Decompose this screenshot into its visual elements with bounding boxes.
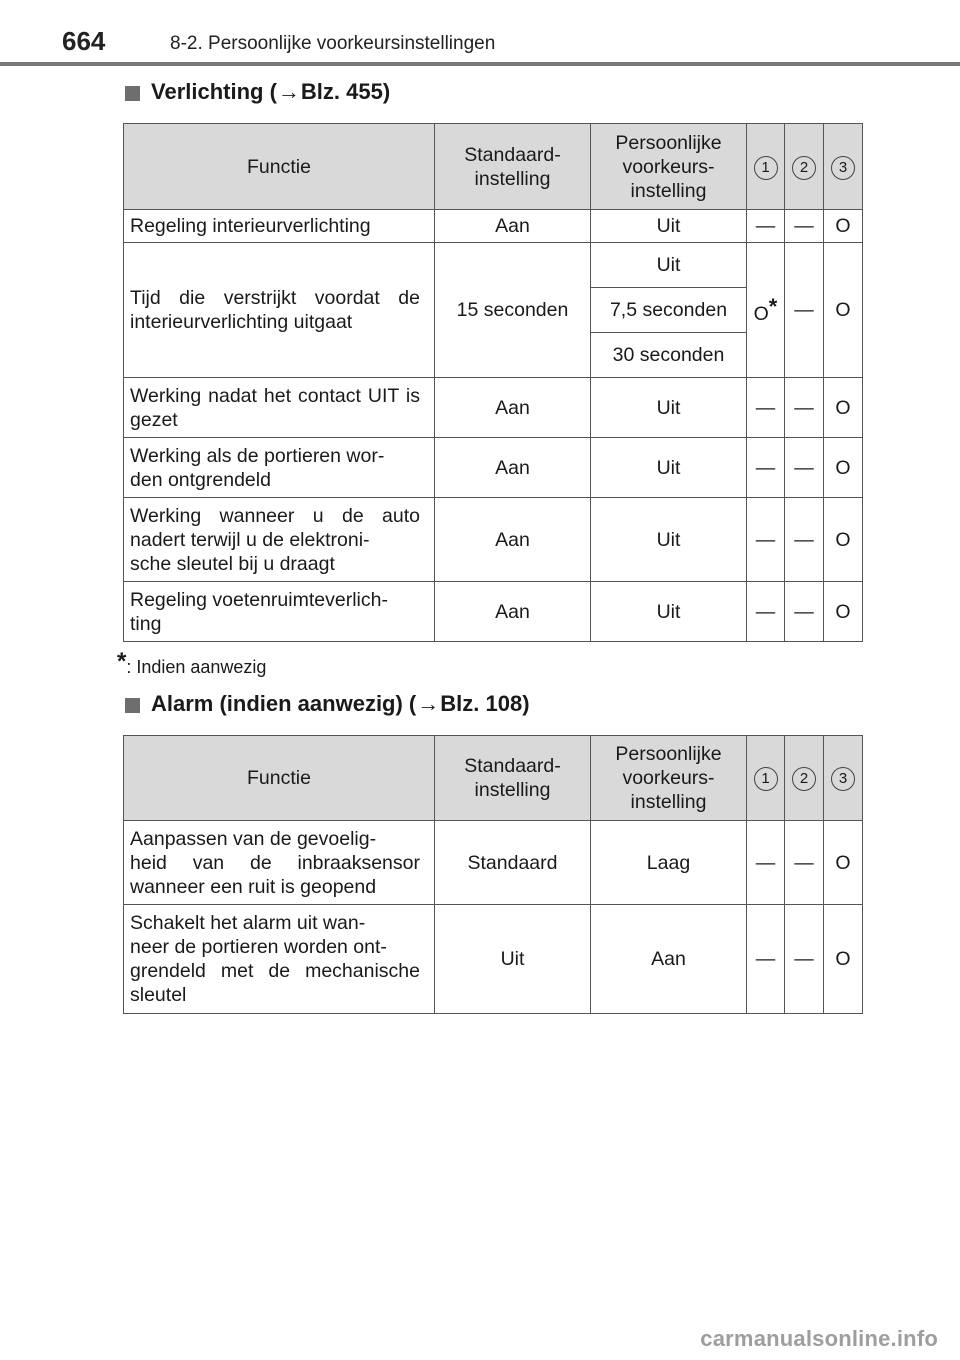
default-cell: Aan	[435, 378, 591, 438]
watermark: carmanualsonline.info	[700, 1326, 938, 1351]
personal-cell: Uit	[591, 378, 747, 438]
table-row	[124, 243, 863, 288]
table-row	[124, 498, 863, 582]
personal-cell: Aan	[591, 905, 747, 1014]
lighting-table	[123, 123, 863, 642]
page-header	[0, 0, 960, 64]
col-header-method-1	[747, 736, 785, 821]
col-header-method-3	[824, 124, 863, 210]
alarm-title-ref: Blz. 108)	[440, 691, 530, 716]
footnote	[117, 648, 266, 678]
table-row	[124, 905, 863, 1014]
method-2-cell: —	[785, 905, 824, 1014]
section-title-lighting	[125, 79, 390, 105]
method-1-cell: —	[747, 438, 785, 498]
default-cell: Standaard	[435, 821, 591, 905]
default-cell: Aan	[435, 582, 591, 642]
personal-option-cell: 7,5 seconden	[591, 288, 747, 333]
arrow-right-icon: →	[417, 691, 440, 716]
function-cell: Werking nadat het contact UIT is gezet	[124, 378, 435, 438]
function-cell: Werking wanneer u de auto nadert terwijl u de elektroni- sche sleutel bij u draagt	[124, 498, 435, 582]
circled-number-3-icon: 3	[831, 767, 855, 791]
table-row	[124, 210, 863, 243]
method-1-cell: —	[747, 210, 785, 243]
function-cell: Werking als de portieren wor- den ontgrendeld	[124, 438, 435, 498]
default-cell: Aan	[435, 438, 591, 498]
method-3-cell: O	[824, 498, 863, 582]
method-2-cell: —	[785, 378, 824, 438]
footnote-text: : Indien aanwezig	[126, 657, 267, 677]
header-rule	[0, 62, 960, 66]
col-header-default: Standaard- instelling	[435, 124, 591, 210]
method-2-cell: —	[785, 821, 824, 905]
default-cell: 15 seconden	[435, 243, 591, 378]
method-3-cell: O	[824, 378, 863, 438]
bullet-square-icon	[125, 86, 140, 101]
function-cell: Regeling voetenruimteverlich- ting	[124, 582, 435, 642]
circled-number-2-icon: 2	[792, 767, 816, 791]
method-1-cell: —	[747, 498, 785, 582]
col-header-personal: Persoonlijke voorkeurs- instelling	[591, 736, 747, 821]
page-number: 664	[62, 26, 106, 56]
col-header-method-2	[785, 124, 824, 210]
lighting-title-ref: Blz. 455)	[300, 79, 391, 104]
personal-cell: Uit	[591, 498, 747, 582]
method-1-value: O	[753, 302, 769, 325]
default-cell: Aan	[435, 210, 591, 243]
personal-cell: Laag	[591, 821, 747, 905]
table-row	[124, 821, 863, 905]
footnote-star-mark: *	[768, 293, 778, 319]
circled-number-3-icon: 3	[831, 156, 855, 180]
col-header-function: Functie	[124, 124, 435, 210]
method-3-cell: O	[824, 821, 863, 905]
method-2-cell: —	[785, 438, 824, 498]
method-1-cell	[747, 243, 785, 378]
col-header-method-2	[785, 736, 824, 821]
method-3-cell: O	[824, 905, 863, 1014]
personal-cell: Uit	[591, 438, 747, 498]
default-cell: Uit	[435, 905, 591, 1014]
table-header-row	[124, 736, 863, 821]
method-1-cell: —	[747, 905, 785, 1014]
function-cell: Schakelt het alarm uit wan- neer de portieren worden ont- grendeld met de mechanische sleutel	[124, 905, 435, 1014]
lighting-title-prefix: Verlichting (	[151, 79, 277, 104]
table-row	[124, 582, 863, 642]
footnote-star: *	[117, 648, 127, 675]
method-3-cell: O	[824, 438, 863, 498]
running-head: 8-2. Persoonlijke voorkeursinstellingen	[170, 33, 496, 54]
col-header-default: Standaard- instelling	[435, 736, 591, 821]
default-cell: Aan	[435, 498, 591, 582]
method-2-cell: —	[785, 243, 824, 378]
col-header-personal: Persoonlijke voorkeurs- instelling	[591, 124, 747, 210]
table-header-row	[124, 124, 863, 210]
col-header-method-1	[747, 124, 785, 210]
function-cell: Tijd die verstrijkt voordat de interieurverlichting uitgaat	[124, 243, 435, 378]
col-header-function: Functie	[124, 736, 435, 821]
method-2-cell: —	[785, 498, 824, 582]
method-3-cell: O	[824, 582, 863, 642]
method-1-cell: —	[747, 378, 785, 438]
personal-option-cell: 30 seconden	[591, 333, 747, 378]
alarm-table	[123, 735, 863, 1014]
method-3-cell: O	[824, 243, 863, 378]
method-3-cell: O	[824, 210, 863, 243]
personal-cell: Uit	[591, 582, 747, 642]
col-header-method-3	[824, 736, 863, 821]
bullet-square-icon	[125, 698, 140, 713]
personal-option-cell: Uit	[591, 243, 747, 288]
function-cell: Regeling interieurverlichting	[124, 210, 435, 243]
table-row	[124, 438, 863, 498]
function-cell: Aanpassen van de gevoelig- heid van de inbraaksensor wanneer een ruit is geopend	[124, 821, 435, 905]
personal-cell: Uit	[591, 210, 747, 243]
circled-number-1-icon: 1	[754, 156, 778, 180]
circled-number-2-icon: 2	[792, 156, 816, 180]
method-2-cell: —	[785, 210, 824, 243]
method-1-cell: —	[747, 582, 785, 642]
section-title-alarm	[125, 691, 530, 717]
method-1-cell: —	[747, 821, 785, 905]
table-row	[124, 378, 863, 438]
arrow-right-icon: →	[277, 79, 300, 104]
alarm-title-prefix: Alarm (indien aanwezig) (	[151, 691, 417, 716]
method-2-cell: —	[785, 582, 824, 642]
circled-number-1-icon: 1	[754, 767, 778, 791]
